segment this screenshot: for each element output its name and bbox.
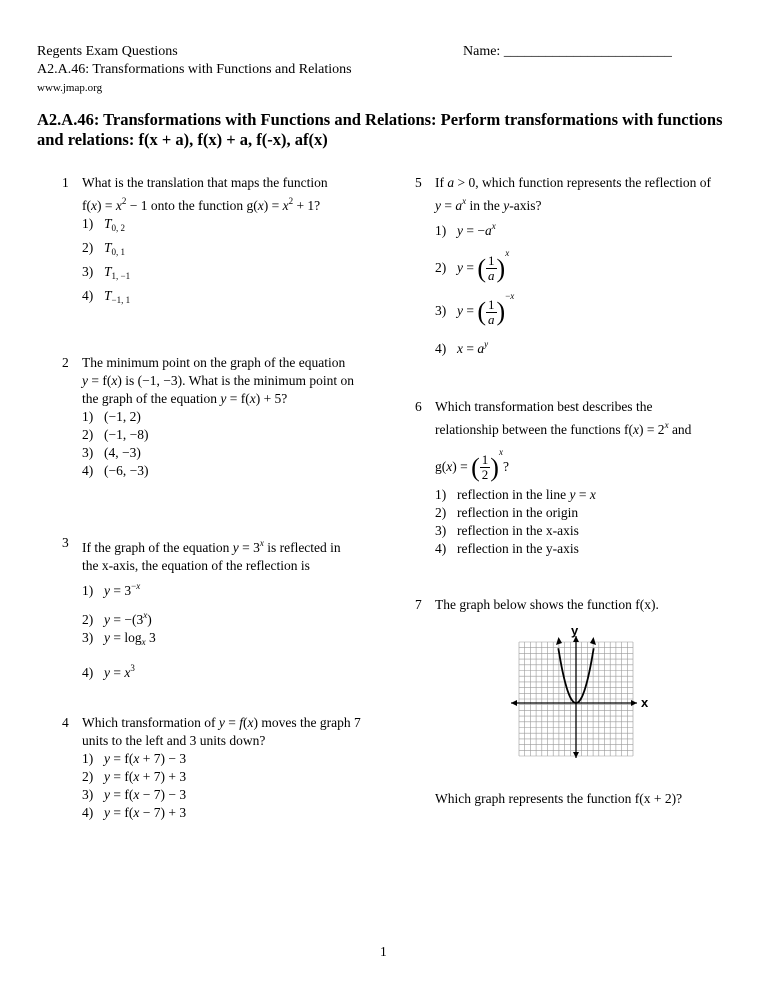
question-stem: Which transformation of y = f(x) moves the graph 7 [82, 715, 361, 730]
answer-option[interactable]: 1) reflection in the line y = x [435, 487, 596, 503]
title-line-2: and relations: f(x + a), f(x) + a, f(-x), af(x) [37, 130, 328, 149]
answer-option[interactable]: 1) $y = 3^{-x}$ [82, 581, 141, 598]
answer-option[interactable]: 3) y = ( $\frac{1}{a}$ )$^{-x}$ [435, 291, 515, 327]
x-axis-arrow-left [511, 700, 517, 706]
question-stem-3: the graph of the equation y = f(x) + 5? [82, 391, 288, 406]
question-stem-2: $f(x) = x^2 - 1$ onto the function $g(x) = x^2 + 1$? [82, 196, 321, 213]
curve-arrow-left [556, 637, 562, 645]
question-number: 7 [415, 597, 422, 612]
answer-option[interactable]: 2) $T_{0, 1}$ [82, 240, 126, 257]
answer-option[interactable]: 1) (−1, 2) [82, 409, 141, 424]
page-number: 1 [380, 944, 387, 959]
question-stem: The minimum point on the graph of the equation [82, 355, 346, 370]
y-axis-arrow-down [573, 752, 579, 758]
question-stem: Which transformation best describes the [435, 399, 653, 414]
header-title: Regents Exam Questions [37, 44, 178, 59]
question-4 [62, 714, 382, 822]
answer-option[interactable]: 4) $x = a^y$ [435, 338, 489, 356]
question-1 [62, 174, 382, 309]
question-number: 2 [62, 355, 69, 370]
curve-arrow-right [590, 637, 596, 645]
question-stem-2: $y = a^x$ in the y-axis? [435, 196, 542, 213]
answer-option[interactable]: 1) $y = -a^x$ [435, 221, 496, 238]
question-stem: The graph below shows the function f(x). [435, 597, 659, 612]
answer-option[interactable]: 3) (4, −3) [82, 445, 141, 460]
header-subtitle: A2.A.46: Transformations with Functions and Relations [37, 62, 352, 77]
answer-option[interactable]: 4) (−6, −3) [82, 463, 149, 478]
answer-option[interactable]: 3) $T_{1, -1}$ [82, 264, 131, 281]
title-line-1: A2.A.46: Transformations with Functions and Relations: Perform transformations with functions [37, 110, 723, 129]
question-7-followup: Which graph represents the function f(x + 2)? [435, 791, 683, 806]
answer-option[interactable]: 3) y = f(x − 7) − 3 [82, 787, 187, 802]
question-number: 6 [415, 399, 422, 414]
question-6 [415, 398, 745, 558]
question-stem-2: y = f(x) is (−1, −3). What is the minimum point on [82, 373, 354, 388]
answer-option[interactable]: 1) $T_{0, 2}$ [82, 216, 126, 233]
header-url: www.jmap.org [37, 82, 103, 94]
question-stem: What is the translation that maps the function [82, 175, 328, 190]
question-number: 4 [62, 715, 69, 730]
question-stem-2: the x-axis, the equation of the reflection is [82, 558, 310, 573]
answer-option[interactable]: 2) (−1, −8) [82, 427, 149, 442]
question-stem-2: units to the left and 3 units down? [82, 733, 266, 748]
answer-option[interactable]: 3) reflection in the x-axis [435, 523, 579, 539]
question-stem-2: relationship between the functions $f(x) = 2^x$ and [435, 420, 692, 437]
question-stem: If a > 0, which function represents the reflection of [435, 175, 712, 190]
answer-option[interactable]: 4) reflection in the y-axis [435, 541, 579, 557]
answer-option[interactable]: 2) reflection in the origin [435, 505, 579, 521]
x-axis-label: x [641, 695, 649, 710]
answer-option[interactable]: 3) $y = \log_x 3$ [82, 630, 156, 647]
function-graph [505, 628, 655, 763]
question-stem: If the graph of the equation $y = 3^x$ is reflected in [82, 538, 341, 555]
answer-option[interactable]: 4) $T_{-1, 1}$ [82, 288, 131, 305]
header-left [37, 43, 352, 97]
question-number: 5 [415, 175, 422, 190]
name-field-label: Name: ________________________ [463, 44, 672, 59]
page-title [37, 110, 737, 150]
answer-option[interactable]: 2) y = f(x + 7) + 3 [82, 769, 187, 784]
question-5 [415, 174, 735, 358]
answer-option[interactable]: 4) $y = x^3$ [82, 663, 135, 680]
answer-option[interactable]: 4) y = f(x − 7) + 3 [82, 805, 187, 820]
question-number: 1 [62, 175, 69, 190]
question-3 [62, 534, 382, 682]
question-stem-3: g(x) = ( $\frac{1}{2}$ )$^x$? [435, 447, 509, 483]
question-7 [415, 596, 735, 614]
question-number: 3 [62, 535, 69, 550]
answer-option[interactable]: 2) $y = -(3^x)$ [82, 610, 152, 627]
answer-option[interactable]: 2) y = ( $\frac{1}{a}$ )$^x$ [435, 248, 510, 284]
x-axis-arrow-right [631, 700, 637, 706]
answer-option[interactable]: 1) y = f(x + 7) − 3 [82, 751, 187, 766]
question-2 [62, 354, 382, 480]
y-axis-label: y [571, 628, 579, 638]
